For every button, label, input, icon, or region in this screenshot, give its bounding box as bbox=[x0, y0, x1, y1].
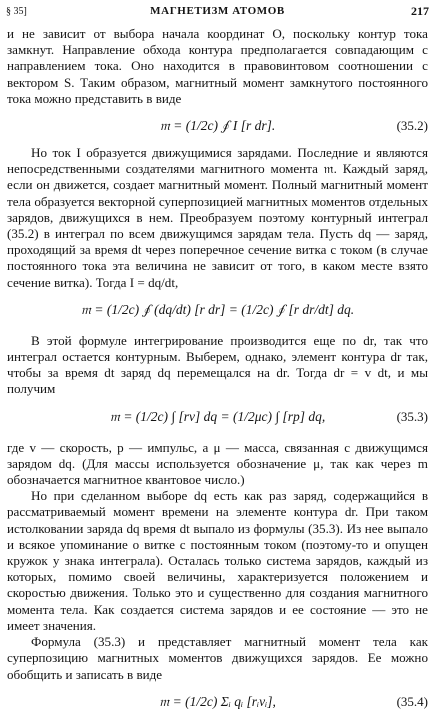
equation-number: (35.4) bbox=[396, 693, 428, 709]
equation-35-4 bbox=[7, 687, 428, 721]
page-number: 217 bbox=[411, 4, 429, 18]
equation-number: (35.2) bbox=[396, 118, 428, 134]
running-title: МАГНЕТИЗМ АТОМОВ bbox=[150, 5, 285, 17]
paragraph-2: Но ток I образуется движущимися зарядами. Последние и являются непосредственными создателями магнитного момента 𝔪. Каждый заряд, если он движется, создает магнитный момент. Полный магнитный момент тела образуется векторной суперпозицией магнитных моментов отдельных зарядов, движущихся в нем. Преобразуем поэтому контурный интеграл (35.2) в интеграл по всем движущимся зарядам тела. Пусть dq — заряд, проходящий за время dt через поперечное сечение витка с током (в случае постоянного тока эта величина не зависит от того, в каком месте взято сечение витка). Тогда I = dq/dt, bbox=[7, 145, 428, 290]
paragraph-1: и не зависит от выбора начала координат O, поскольку контур тока замкнут. Направление обхода контура предполагается совпадающим с направлением тока. Оно находится в правовинтовом соотношении с вектором S. Таким образом, магнитный момент замкнутого постоянного тока можно представить в виде bbox=[7, 26, 428, 106]
paragraph-3: В этой формуле интегрирование производится еще по dr, так что интеграл остается контурным. Выберем, однако, элемент контура dr так, чтобы за время dt заряд dq перемещался на dr. Тогда dr = v dt, и мы получим bbox=[7, 332, 428, 397]
equation-expression: 𝔪 = (1/2c) Σᵢ qᵢ [rᵢvᵢ], bbox=[159, 693, 276, 709]
paragraph-4: где v — скорость, p — импульс, а μ — масса, связанная с движущимся зарядом dq. (Для массы используется обозначение μ, так как через m обозначается магнитное квантовое число.) bbox=[7, 439, 428, 488]
section-marker: § 35] bbox=[6, 6, 27, 17]
paragraph-6: Формула (35.3) и представляет магнитный момент тела как суперпозицию магнитных моментов движущихся зарядов. Ее можно обобщить и записать в виде bbox=[7, 634, 428, 682]
paragraph-5: Но при сделанном выборе dq есть как раз заряд, содержащийся в рассматриваемый момент времени на элементе контура dr. При таком истолковании заряда dq время dt выпало из формулы (35.3). Из нее выпало и всякое упоминание о витке с постоянным током (поэтому-то и опущен кружок у знака интеграла). Осталась только система зарядов, каждый из которых, помимо своей величины, характеризуется положением и скоростью движения. Только это и существенно для создания магнитного момента тела. Как создается система зарядов и ее состояние — это не имеет значения. bbox=[7, 488, 428, 633]
running-header bbox=[6, 4, 429, 22]
equation-expression: 𝔪 = (1/2c) ∫ [rv] dq = (1/2μc) ∫ [rp] dq, bbox=[109, 408, 326, 424]
equation-35-2 bbox=[7, 111, 428, 141]
equation-expression: 𝔪 = (1/2c) ∮ (dq/dt) [r dr] = (1/2c) ∮ [r dr/dt] dq. bbox=[80, 301, 355, 317]
equation-number: (35.3) bbox=[396, 408, 428, 424]
equation-unnumbered bbox=[7, 295, 428, 329]
equation-35-3 bbox=[7, 402, 428, 436]
equation-expression: 𝔪 = (1/2c) ∮ I [r dr]. bbox=[159, 118, 276, 134]
page-body bbox=[7, 26, 428, 725]
